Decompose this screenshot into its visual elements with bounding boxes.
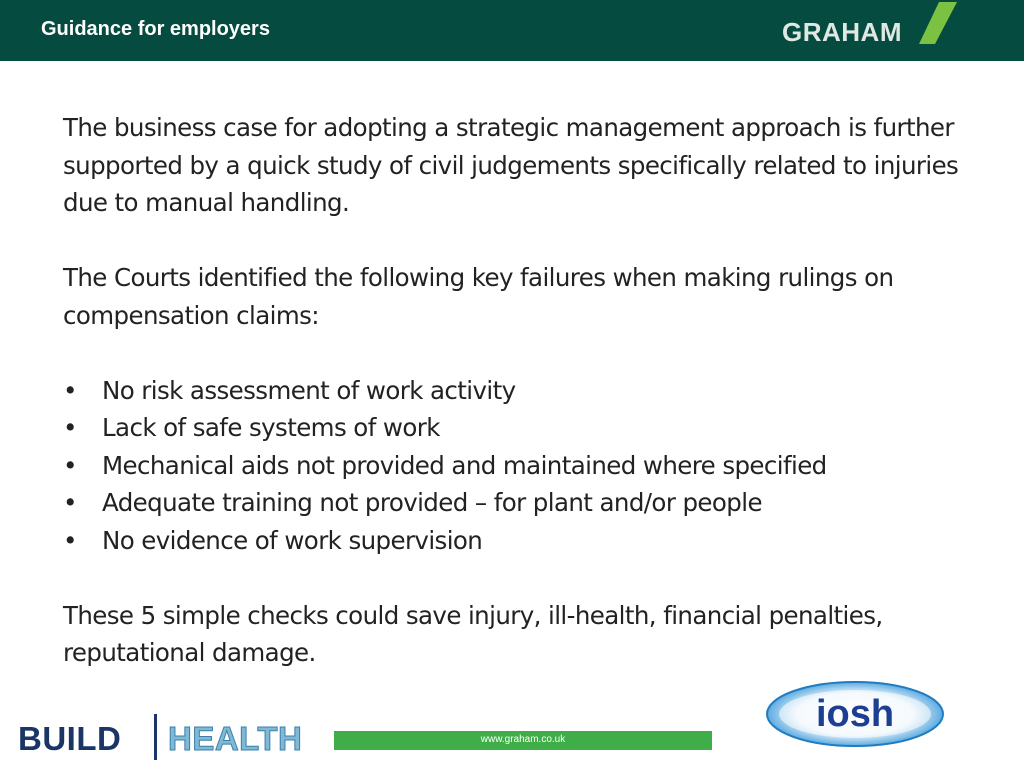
build-logo-text: BUILD xyxy=(18,720,122,757)
slide-content xyxy=(63,109,963,672)
header-title: Guidance for employers xyxy=(41,18,270,40)
list-item xyxy=(63,372,963,410)
graham-logo xyxy=(782,2,962,52)
iosh-logo xyxy=(765,680,945,748)
list-item xyxy=(63,447,963,485)
graham-logo-text: GRAHAM xyxy=(782,17,902,47)
key-failures-list xyxy=(63,372,963,560)
header-bar xyxy=(0,0,1024,61)
logo-divider xyxy=(154,714,157,760)
health-logo-text: HEALTH xyxy=(168,720,303,757)
build-health-logo xyxy=(18,714,333,762)
bullet-icon: • xyxy=(63,450,77,480)
list-item xyxy=(63,484,963,522)
list-item-text: No evidence of work supervision xyxy=(102,525,483,555)
footer-url[interactable]: www.graham.co.uk xyxy=(480,734,566,745)
footer-bar xyxy=(334,731,712,750)
iosh-logo-text: iosh xyxy=(815,693,895,735)
list-item-text: Mechanical aids not provided and maintained where specified xyxy=(102,450,827,480)
list-item-text: Lack of safe systems of work xyxy=(102,413,440,442)
courts-paragraph: The Courts identified the following key failures when making rulings on compensation claims: xyxy=(63,263,894,330)
list-item xyxy=(63,409,963,447)
bullet-icon: • xyxy=(63,413,77,442)
bullet-icon: • xyxy=(63,488,77,517)
bullet-icon: • xyxy=(63,525,77,555)
graham-slash-icon xyxy=(917,2,957,44)
list-item-text: No risk assessment of work activity xyxy=(102,375,516,405)
bullet-icon: • xyxy=(63,375,77,405)
intro-paragraph: The business case for adopting a strategic management approach is further supported by a quick study of civil judgements specifically related to injuries due to manual handling. xyxy=(63,113,959,217)
list-item xyxy=(63,522,963,560)
list-item-text: Adequate training not provided – for plant and/or people xyxy=(102,488,762,517)
conclusion-paragraph: These 5 simple checks could save injury, ill-health, financial penalties, reputational damage. xyxy=(63,600,883,667)
